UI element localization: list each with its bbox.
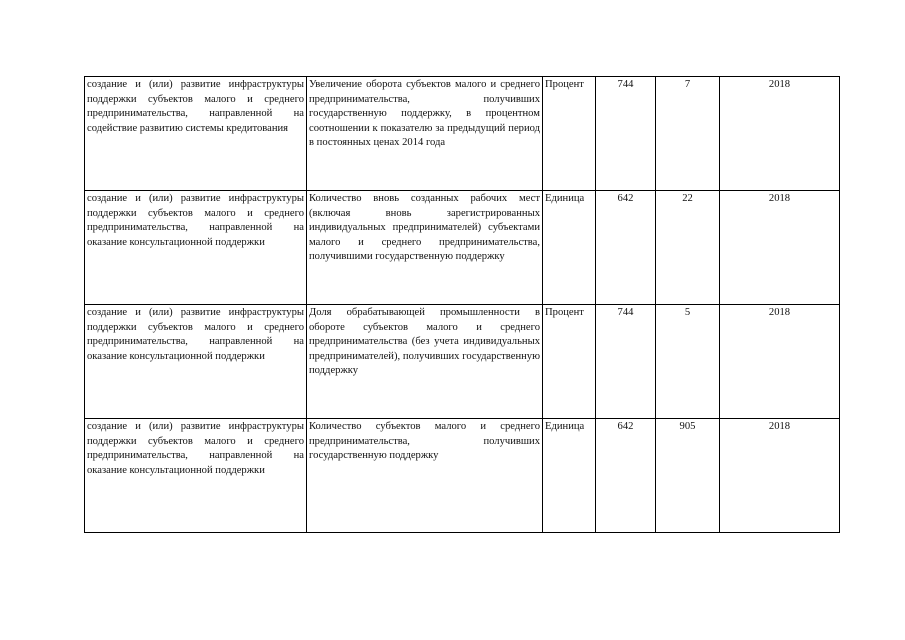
year-cell: 2018	[720, 305, 840, 419]
okei-code-cell: 642	[596, 191, 656, 305]
target-value-cell: 7	[656, 77, 720, 191]
year-cell: 2018	[720, 419, 840, 533]
okei-code-cell: 744	[596, 305, 656, 419]
unit-cell: Процент	[543, 77, 596, 191]
year-cell: 2018	[720, 191, 840, 305]
okei-code-cell: 744	[596, 77, 656, 191]
unit-cell: Единица	[543, 419, 596, 533]
indicator-name-cell: Количество вновь созданных рабочих мест (включая вновь зарегистрированных индивидуальных предпринимателей) субъектами малого и среднего предпринимательства, получившими государственную поддержку	[307, 191, 543, 305]
indicators-table-body	[85, 77, 840, 533]
indicator-name-cell: Доля обрабатывающей промышленности в обороте субъектов малого и среднего предпринимательства (без учета индивидуальных предпринимателей), получивших государственную поддержку	[307, 305, 543, 419]
target-value-cell: 905	[656, 419, 720, 533]
year-cell: 2018	[720, 77, 840, 191]
indicator-name-cell: Увеличение оборота субъектов малого и среднего предпринимательства, получивших государственную поддержку, в процентном соотношении к показателю за предыдущий период в постоянных ценах 2014 года	[307, 77, 543, 191]
target-value-cell: 5	[656, 305, 720, 419]
indicators-table	[84, 76, 840, 533]
table-row	[85, 77, 840, 191]
table-row	[85, 419, 840, 533]
unit-cell: Единица	[543, 191, 596, 305]
indicator-name-cell: Количество субъектов малого и среднего предпринимательства, получивших государственную поддержку	[307, 419, 543, 533]
table-row	[85, 191, 840, 305]
table-row	[85, 305, 840, 419]
okei-code-cell: 642	[596, 419, 656, 533]
target-value-cell: 22	[656, 191, 720, 305]
support-direction-cell: создание и (или) развитие инфраструктуры поддержки субъектов малого и среднего предпринимательства, направленной на оказание консультационной поддержки	[85, 191, 307, 305]
support-direction-cell: создание и (или) развитие инфраструктуры поддержки субъектов малого и среднего предпринимательства, направленной на оказание консультационной поддержки	[85, 305, 307, 419]
unit-cell: Процент	[543, 305, 596, 419]
support-direction-cell: создание и (или) развитие инфраструктуры поддержки субъектов малого и среднего предпринимательства, направленной на оказание консультационной поддержки	[85, 419, 307, 533]
support-direction-cell: создание и (или) развитие инфраструктуры поддержки субъектов малого и среднего предпринимательства, направленной на содействие развитию системы кредитования	[85, 77, 307, 191]
